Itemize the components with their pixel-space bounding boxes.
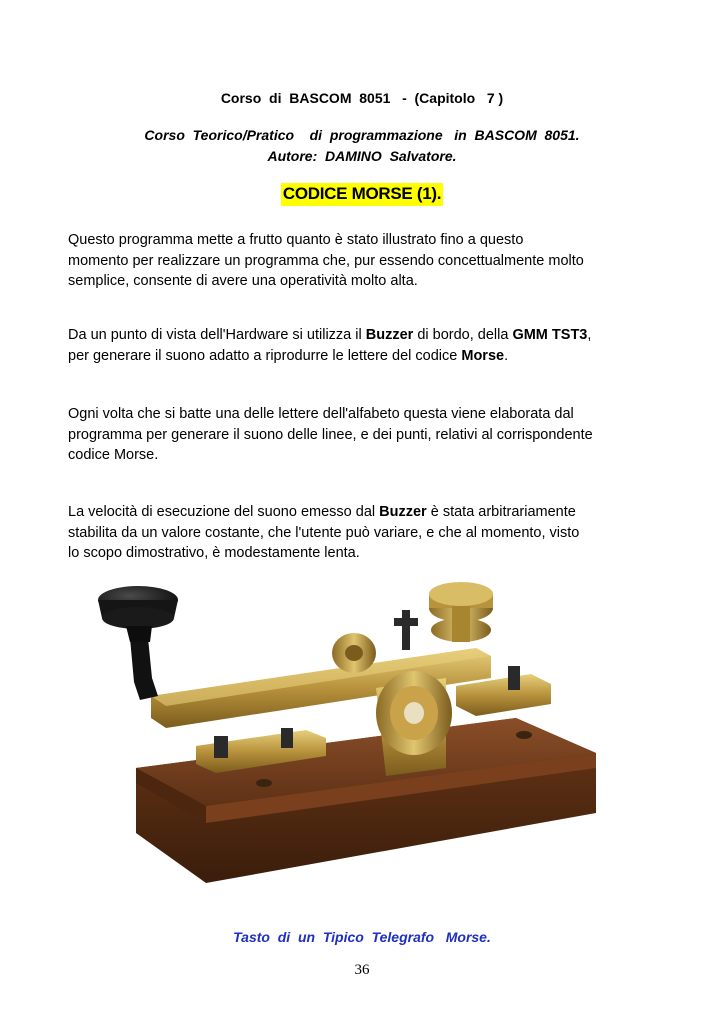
chapter-title: CODICE MORSE (1). xyxy=(281,183,443,206)
text-run: La velocità di esecuzione del suono emesso dal xyxy=(68,504,380,520)
chapter-title-wrapper xyxy=(0,183,724,206)
paragraph-line: codice Morse. xyxy=(68,447,159,463)
course-subtitle: Corso Teorico/Pratico di programmazione in BASCOM 8051. xyxy=(144,127,580,143)
course-header: Corso di BASCOM 8051 - (Capitolo 7 ) xyxy=(220,90,504,106)
paragraph-line: programma per generare il suono delle linee, e dei punti, relativi al corrispondente xyxy=(68,426,593,443)
board-term: GMM TST3 xyxy=(512,327,588,343)
text-run: Da un punto di vista dell'Hardware si utilizza il xyxy=(68,327,366,343)
paragraph-line xyxy=(68,346,658,367)
buzzer-term: Buzzer xyxy=(379,504,427,520)
text-run: per generare il suono adatto a riprodurre le lettere del codice xyxy=(68,347,462,364)
text-run: , xyxy=(587,327,592,343)
paragraph-line: momento per realizzare un programma che, pur essendo concettualmente molto xyxy=(68,252,584,269)
paragraph-line: stabilita da un valore costante, che l'utente può variare, e che al momento, visto xyxy=(68,524,580,541)
author-line: Autore: DAMINO Salvatore. xyxy=(267,148,457,164)
paragraph-line xyxy=(68,502,658,523)
page-number: 36 xyxy=(354,962,370,978)
paragraph-line: semplice, consente di avere una operatività molto alta. xyxy=(68,273,418,289)
text-run: è stata arbitrariamente xyxy=(426,504,576,520)
buzzer-term: Buzzer xyxy=(365,327,414,343)
figure-caption: Tasto di un Tipico Telegrafo Morse. xyxy=(233,929,491,945)
text-run: . xyxy=(504,347,509,364)
paragraph-hardware xyxy=(68,325,658,366)
text-run: di bordo, della xyxy=(413,327,513,343)
telegraph-key-photo xyxy=(96,578,626,910)
paragraph-speed xyxy=(68,502,658,564)
paragraph-processing xyxy=(68,404,658,466)
paragraph-line: Questo programma mette a frutto quanto è stato illustrato fino a questo xyxy=(68,232,524,248)
paragraph-intro xyxy=(68,230,658,292)
paragraph-line: Ogni volta che si batte una delle lettere dell'alfabeto questa viene elaborata dal xyxy=(68,406,574,422)
paragraph-line: lo scopo dimostrativo, è modestamente lenta. xyxy=(68,545,360,561)
paragraph-line xyxy=(68,325,658,346)
morse-term: Morse xyxy=(461,347,505,364)
